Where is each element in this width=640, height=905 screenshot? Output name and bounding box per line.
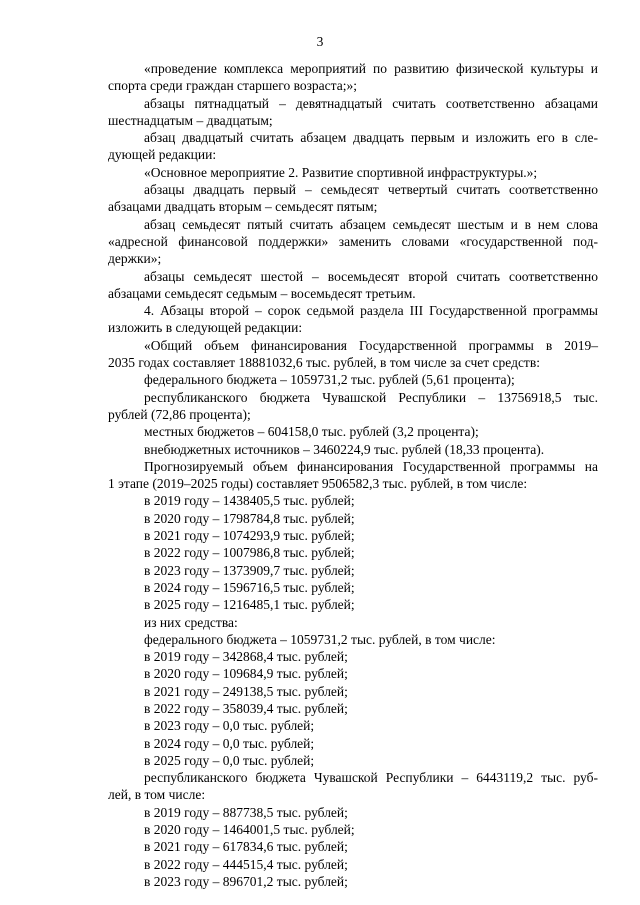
- text-line: республиканского бюджета Чувашской Республики – 6443119,2 тыс. руб-: [144, 770, 598, 786]
- text-line: абзац семьдесят пятый считать абзацем семьдесят шестым и в нем слова: [144, 216, 598, 232]
- text-line: в 2021 году – 617834,6 тыс. рублей;: [144, 839, 348, 855]
- text-line: в 2024 году – 0,0 тыс. рублей;: [144, 735, 315, 751]
- text-line: шестнадцатым – двадцатым;: [108, 112, 273, 128]
- document-body: [108, 60, 598, 890]
- text-line: дующей редакции:: [108, 147, 217, 163]
- text-line: «Общий объем финансирования Государственной программы в 2019–: [144, 337, 598, 353]
- text-line: лей, в том числе:: [108, 787, 206, 803]
- text-line: в 2019 году – 1438405,5 тыс. рублей;: [144, 493, 355, 509]
- text-line: держки»;: [108, 251, 162, 267]
- text-line: абзацы пятнадцатый – девятнадцатый считать соответственно абзацами: [144, 95, 598, 111]
- text-line: абзацы семьдесят шестой – восемьдесят второй считать соответственно: [144, 268, 598, 284]
- text-line: в 2025 году – 0,0 тыс. рублей;: [144, 752, 315, 768]
- text-line: в 2022 году – 444515,4 тыс. рублей;: [144, 856, 348, 872]
- text-line: из них средства:: [144, 614, 238, 630]
- text-line: в 2022 году – 358039,4 тыс. рублей;: [144, 700, 348, 716]
- text-line: «проведение комплекса мероприятий по развитию физической культуры и: [144, 61, 598, 76]
- text-line: абзацами двадцать вторым – семьдесят пятым;: [108, 199, 378, 215]
- text-line: в 2023 году – 0,0 тыс. рублей;: [144, 718, 315, 734]
- text-line: 1 этапе (2019–2025 годы) составляет 9506582,3 тыс. рублей, в том числе:: [108, 476, 528, 492]
- text-line: 2035 годах составляет 18881032,6 тыс. рублей, в том числе за счет средств:: [108, 355, 540, 371]
- text-line: абзацы двадцать первый – семьдесят четвертый считать соответственно: [144, 182, 598, 198]
- text-line: в 2025 году – 1216485,1 тыс. рублей;: [144, 597, 355, 613]
- text-line: «Основное мероприятие 2. Развитие спортивной инфраструктуры.»;: [144, 164, 538, 180]
- text-line: в 2023 году – 1373909,7 тыс. рублей;: [144, 562, 355, 578]
- text-line: местных бюджетов – 604158,0 тыс. рублей (3,2 процента);: [144, 424, 479, 440]
- text-line: абзацами семьдесят седьмым – восемьдесят третьим.: [108, 285, 416, 301]
- text-line: в 2024 году – 1596716,5 тыс. рублей;: [144, 579, 355, 595]
- text-line: в 2021 году – 249138,5 тыс. рублей;: [144, 683, 348, 699]
- text-line: в 2023 году – 896701,2 тыс. рублей;: [144, 873, 348, 889]
- text-line: в 2020 году – 109684,9 тыс. рублей;: [144, 666, 348, 682]
- text-line: в 2021 году – 1074293,9 тыс. рублей;: [144, 528, 355, 544]
- text-line: изложить в следующей редакции:: [108, 320, 303, 336]
- text-line: в 2019 году – 342868,4 тыс. рублей;: [144, 649, 348, 665]
- text-line: Прогнозируемый объем финансирования Государственной программы на: [144, 458, 598, 474]
- text-line: в 2022 году – 1007986,8 тыс. рублей;: [144, 545, 355, 561]
- text-line: федерального бюджета – 1059731,2 тыс. рублей, в том числе:: [144, 631, 496, 647]
- text-line: республиканского бюджета Чувашской Республики – 13756918,5 тыс.: [144, 389, 598, 405]
- page-number: 3: [316, 34, 324, 49]
- text-line: рублей (72,86 процента);: [108, 406, 251, 422]
- text-line: «адресной финансовой поддержки» заменить словами «государственной под-: [108, 233, 598, 249]
- text-line: 4. Абзацы второй – сорок седьмой раздела III Государственной программы: [144, 303, 598, 319]
- text-line: в 2020 году – 1798784,8 тыс. рублей;: [144, 510, 355, 526]
- text-line: в 2019 году – 887738,5 тыс. рублей;: [144, 804, 348, 820]
- text-line: внебюджетных источников – 3460224,9 тыс. рублей (18,33 процента).: [144, 441, 545, 457]
- text-line: спорта среди граждан старшего возраста;»;: [108, 78, 357, 94]
- text-line: абзац двадцатый считать абзацем двадцать первым и изложить его в сле-: [144, 130, 598, 146]
- text-line: в 2020 году – 1464001,5 тыс. рублей;: [144, 822, 355, 838]
- text-line: федерального бюджета – 1059731,2 тыс. рублей (5,61 процента);: [144, 372, 515, 388]
